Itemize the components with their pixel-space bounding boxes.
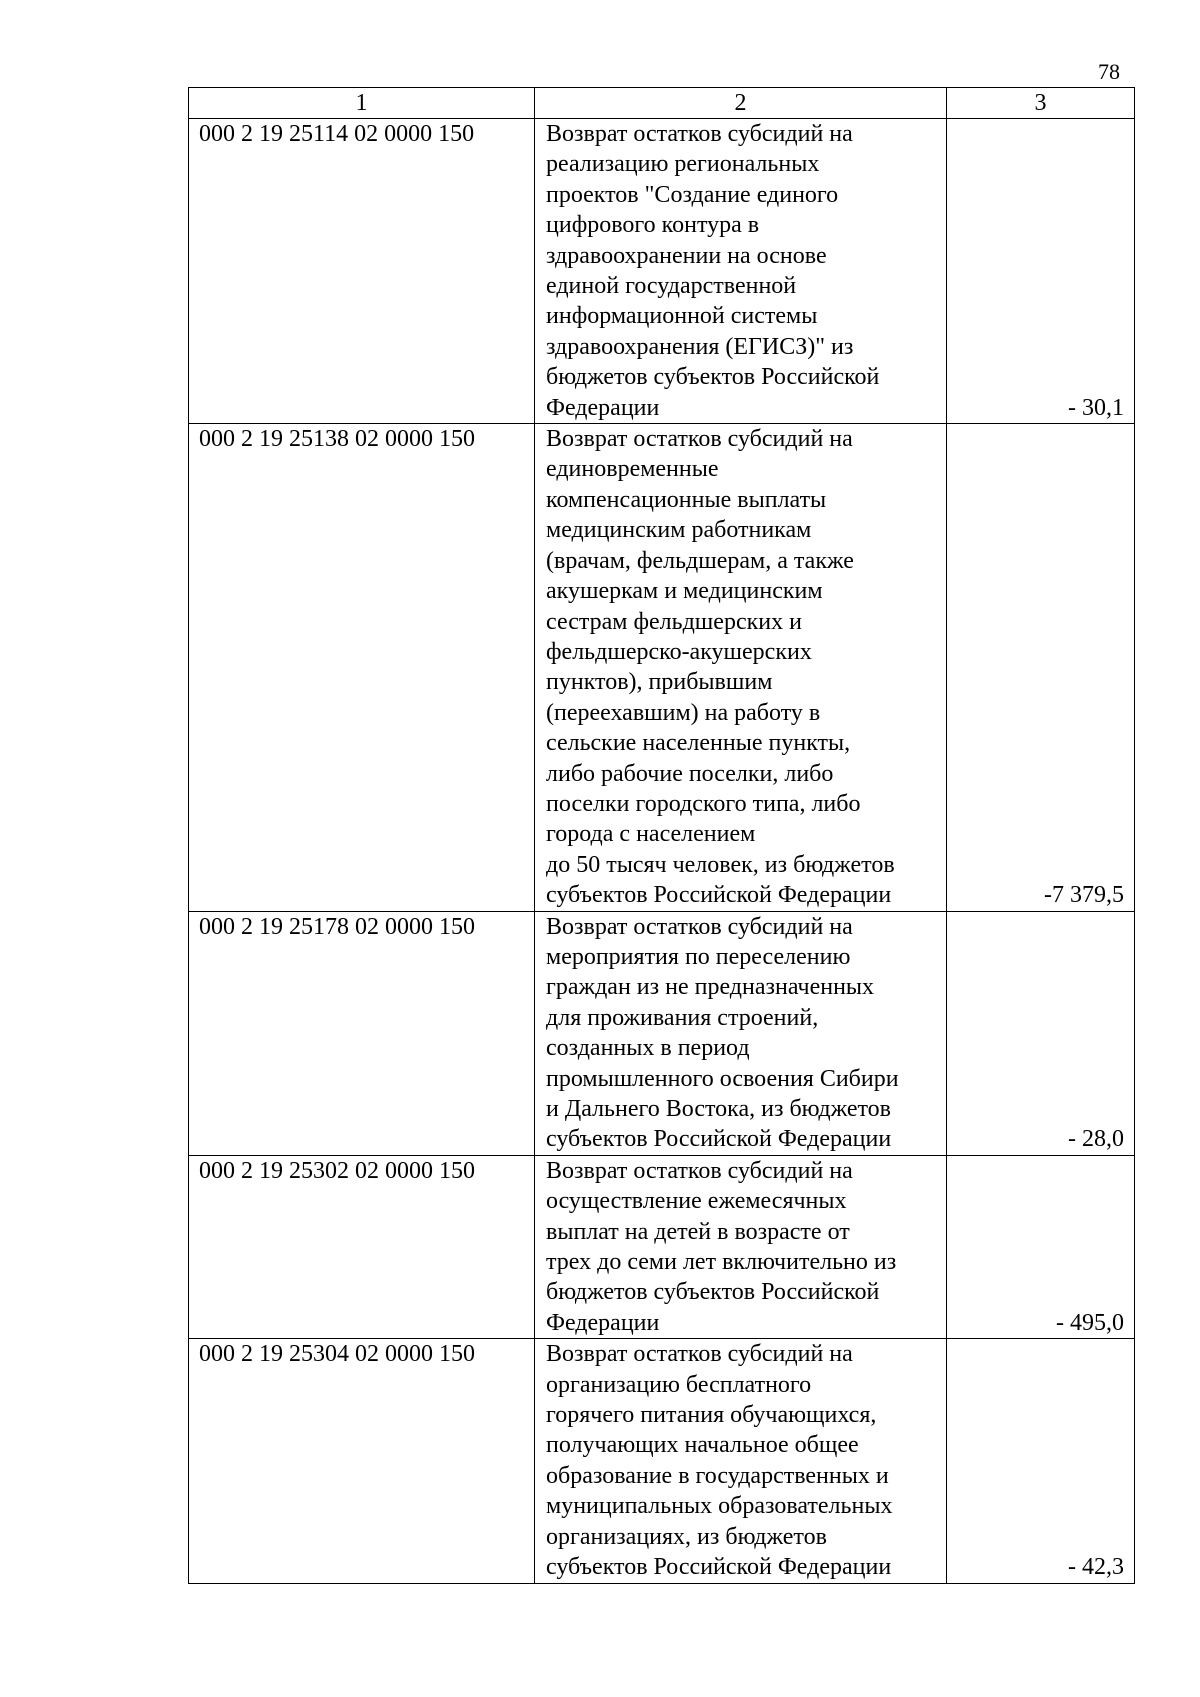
description-line: информационной системы: [546, 303, 818, 330]
table-row: [189, 1339, 1135, 1583]
description-line: Федерации: [546, 1309, 660, 1336]
description-line: поселки городского типа, либо: [546, 790, 861, 817]
description-line: осуществление ежемесячных: [546, 1188, 847, 1215]
description-line: сельские населенные пункты,: [546, 730, 851, 757]
description-line: Возврат остатков субсидий на: [546, 913, 853, 940]
budget-code-cell: 000 2 19 25302 02 0000 150: [189, 1155, 535, 1338]
table-row: [189, 1155, 1135, 1338]
description-line: проектов "Создание единого: [546, 181, 839, 208]
description-line: Возврат остатков субсидий на: [546, 1157, 853, 1184]
description-cell: [535, 1339, 947, 1583]
budget-code-cell: 000 2 19 25138 02 0000 150: [189, 424, 535, 912]
description-line: компенсационные выплаты: [546, 486, 827, 513]
description-line: получающих начальное общее: [546, 1432, 859, 1459]
description-cell: [535, 1155, 947, 1338]
description-line: муниципальных образовательных: [546, 1493, 893, 1520]
description-line: реализацию региональных: [546, 151, 820, 178]
description-line: единой государственной: [546, 273, 797, 300]
description-line: субъектов Российской Федерации: [546, 1126, 892, 1153]
budget-code-cell: 000 2 19 25114 02 0000 150: [189, 119, 535, 424]
description-line: организациях, из бюджетов: [546, 1523, 827, 1550]
description-line: медицинским работникам: [546, 517, 812, 544]
description-line: субъектов Российской Федерации: [546, 882, 892, 909]
budget-table: [188, 87, 1135, 1584]
description-line: граждан из не предназначенных: [546, 974, 875, 1001]
description-line: и Дальнего Востока, из бюджетов: [546, 1096, 891, 1122]
column-header-3: 3: [947, 88, 1135, 119]
description-line: Возврат остатков субсидий на: [546, 426, 853, 453]
description-line: трех до семи лет включительно из: [546, 1249, 897, 1276]
budget-code-cell: 000 2 19 25178 02 0000 150: [189, 911, 535, 1155]
description-line: выплат на детей в возрасте от: [546, 1218, 850, 1245]
amount-cell: - 30,1: [947, 119, 1135, 424]
description-line: Федерации: [546, 394, 660, 421]
description-line: (врачам, фельдшерам, а также: [546, 547, 854, 574]
amount-cell: - 495,0: [947, 1155, 1135, 1338]
page-number: 78: [1098, 59, 1120, 84]
table-header-row: [189, 88, 1135, 119]
budget-code-cell: 000 2 19 25304 02 0000 150: [189, 1339, 535, 1583]
column-header-1: 1: [189, 88, 535, 119]
description-line: бюджетов субъектов Российской: [546, 1279, 880, 1306]
description-cell: [535, 911, 947, 1155]
description-line: созданных в период: [546, 1035, 750, 1062]
description-line: мероприятия по переселению: [546, 943, 851, 970]
description-line: фельдшерско-акушерских: [546, 638, 812, 665]
description-line: промышленного освоения Сибири: [546, 1065, 899, 1092]
table-row: [189, 424, 1135, 912]
description-line: цифрового контура в: [546, 212, 760, 239]
column-header-2: 2: [535, 88, 947, 119]
description-line: города с населением: [546, 821, 756, 848]
description-line: для проживания строений,: [546, 1004, 819, 1031]
description-line: образование в государственных и: [546, 1462, 889, 1489]
description-cell: [535, 424, 947, 912]
description-cell: [535, 119, 947, 424]
amount-cell: - 28,0: [947, 911, 1135, 1155]
table-row: [189, 119, 1135, 424]
description-line: бюджетов субъектов Российской: [546, 364, 880, 391]
amount-cell: -7 379,5: [947, 424, 1135, 912]
description-line: организацию бесплатного: [546, 1371, 812, 1398]
table-body: [189, 88, 1135, 1584]
description-line: горячего питания обучающихся,: [546, 1402, 877, 1429]
amount-cell: - 42,3: [947, 1339, 1135, 1583]
description-line: акушеркам и медицинским: [546, 578, 823, 605]
description-line: либо рабочие поселки, либо: [546, 760, 834, 787]
description-line: здравоохранении на основе: [546, 242, 827, 269]
table-row: [189, 911, 1135, 1155]
description-line: субъектов Российской Федерации: [546, 1554, 892, 1581]
description-line: сестрам фельдшерских и: [546, 608, 802, 635]
description-line: здравоохранения (ЕГИСЗ)" из: [546, 333, 854, 360]
description-line: до 50 тысяч человек, из бюджетов: [546, 851, 895, 878]
description-line: Возврат остатков субсидий на: [546, 1341, 853, 1368]
description-line: пунктов), прибывшим: [546, 669, 773, 696]
description-line: Возврат остатков субсидий на: [546, 121, 853, 147]
description-line: (переехавшим) на работу в: [546, 699, 821, 726]
description-line: единовременные: [546, 456, 719, 483]
